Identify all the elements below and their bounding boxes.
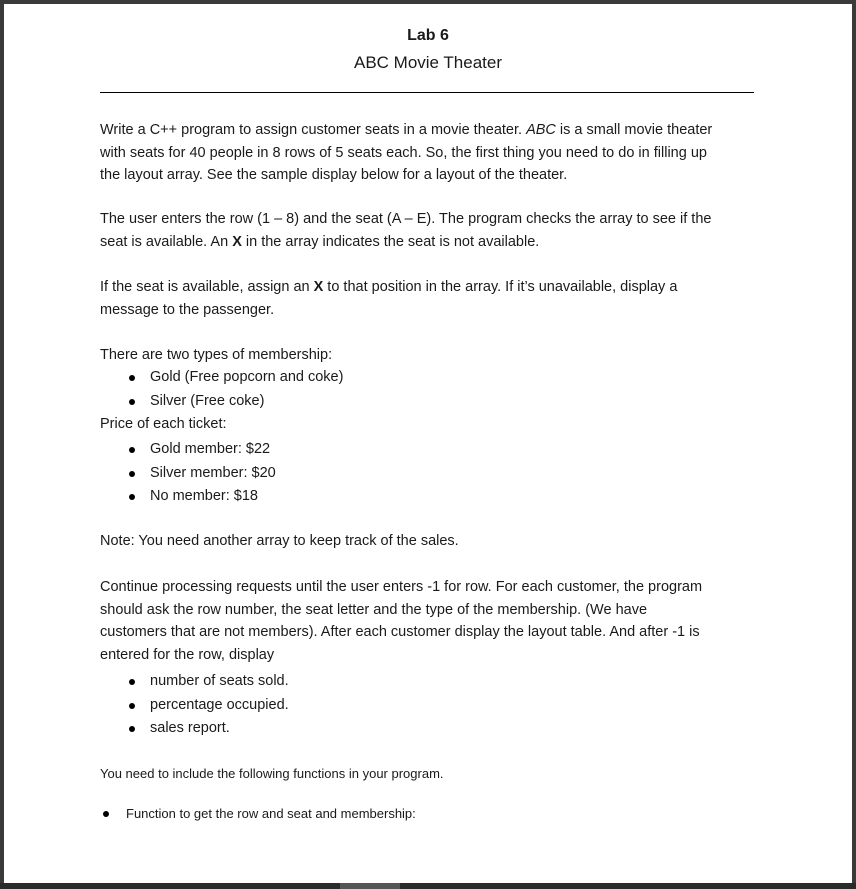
processing-line-3: customers that are not members). After each customer display the layout table. And after -1 is	[100, 624, 700, 640]
report-list	[126, 670, 289, 741]
list-item: No member: $18	[126, 485, 276, 509]
processing-line-2: should ask the row number, the seat letter and the type of the membership. (We have	[100, 601, 648, 618]
functions-heading: You need to include the following functions in your program.	[100, 766, 444, 781]
processing-line-1: Continue processing requests until the user enters -1 for row. For each customer, the program	[100, 579, 703, 595]
abc-emphasis: ABC	[526, 122, 556, 138]
scrollbar-thumb[interactable]	[340, 883, 400, 889]
list-item: Function to get the row and seat and membership:	[100, 802, 416, 826]
intro-line-1: Write a C++ program to assign customer seats in a movie theater. ABC is a small movie theater	[100, 122, 713, 138]
availability-line-2: message to the passenger.	[100, 301, 275, 318]
processing-paragraph	[100, 576, 760, 666]
list-item: Silver (Free coke)	[126, 390, 343, 414]
user-entry-line-1: The user enters the row (1 – 8) and the seat (A – E). The program checks the array to see if the	[100, 211, 712, 227]
note-paragraph: Note: You need another array to keep track of the sales.	[100, 533, 459, 549]
document-page	[4, 4, 852, 883]
list-item: Gold member: $22	[126, 438, 276, 462]
list-item: Gold (Free popcorn and coke)	[126, 366, 343, 390]
lab-title: Lab 6	[407, 27, 449, 44]
intro-line-3: the layout array. See the sample display below for a layout of the theater.	[100, 167, 568, 183]
functions-list	[100, 802, 416, 826]
title-divider	[100, 92, 754, 93]
availability-paragraph	[100, 276, 760, 321]
intro-paragraph	[100, 119, 760, 187]
x-marker: X	[313, 279, 324, 295]
availability-line-1: If the seat is available, assign an X to that position in the array. If it’s unavailable, display a	[100, 279, 678, 295]
list-item: sales report.	[126, 717, 289, 741]
processing-line-4: entered for the row, display	[100, 646, 275, 663]
intro-line-2: with seats for 40 people in 8 rows of 5 seats each. So, the first thing you need to do in filling up	[100, 144, 707, 161]
document-title: ABC Movie Theater	[353, 53, 503, 72]
list-item: Silver member: $20	[126, 462, 276, 486]
price-heading: Price of each ticket:	[100, 416, 227, 432]
user-entry-line-2: seat is available. An X in the array indicates the seat is not available.	[100, 233, 540, 250]
list-item: number of seats sold.	[126, 670, 289, 694]
list-item: percentage occupied.	[126, 694, 289, 718]
membership-types-list	[126, 366, 343, 413]
horizontal-scrollbar[interactable]	[0, 883, 856, 889]
membership-heading: There are two types of membership:	[100, 347, 333, 363]
price-list	[126, 438, 276, 509]
x-marker: X	[232, 233, 242, 250]
user-entry-paragraph	[100, 208, 760, 253]
